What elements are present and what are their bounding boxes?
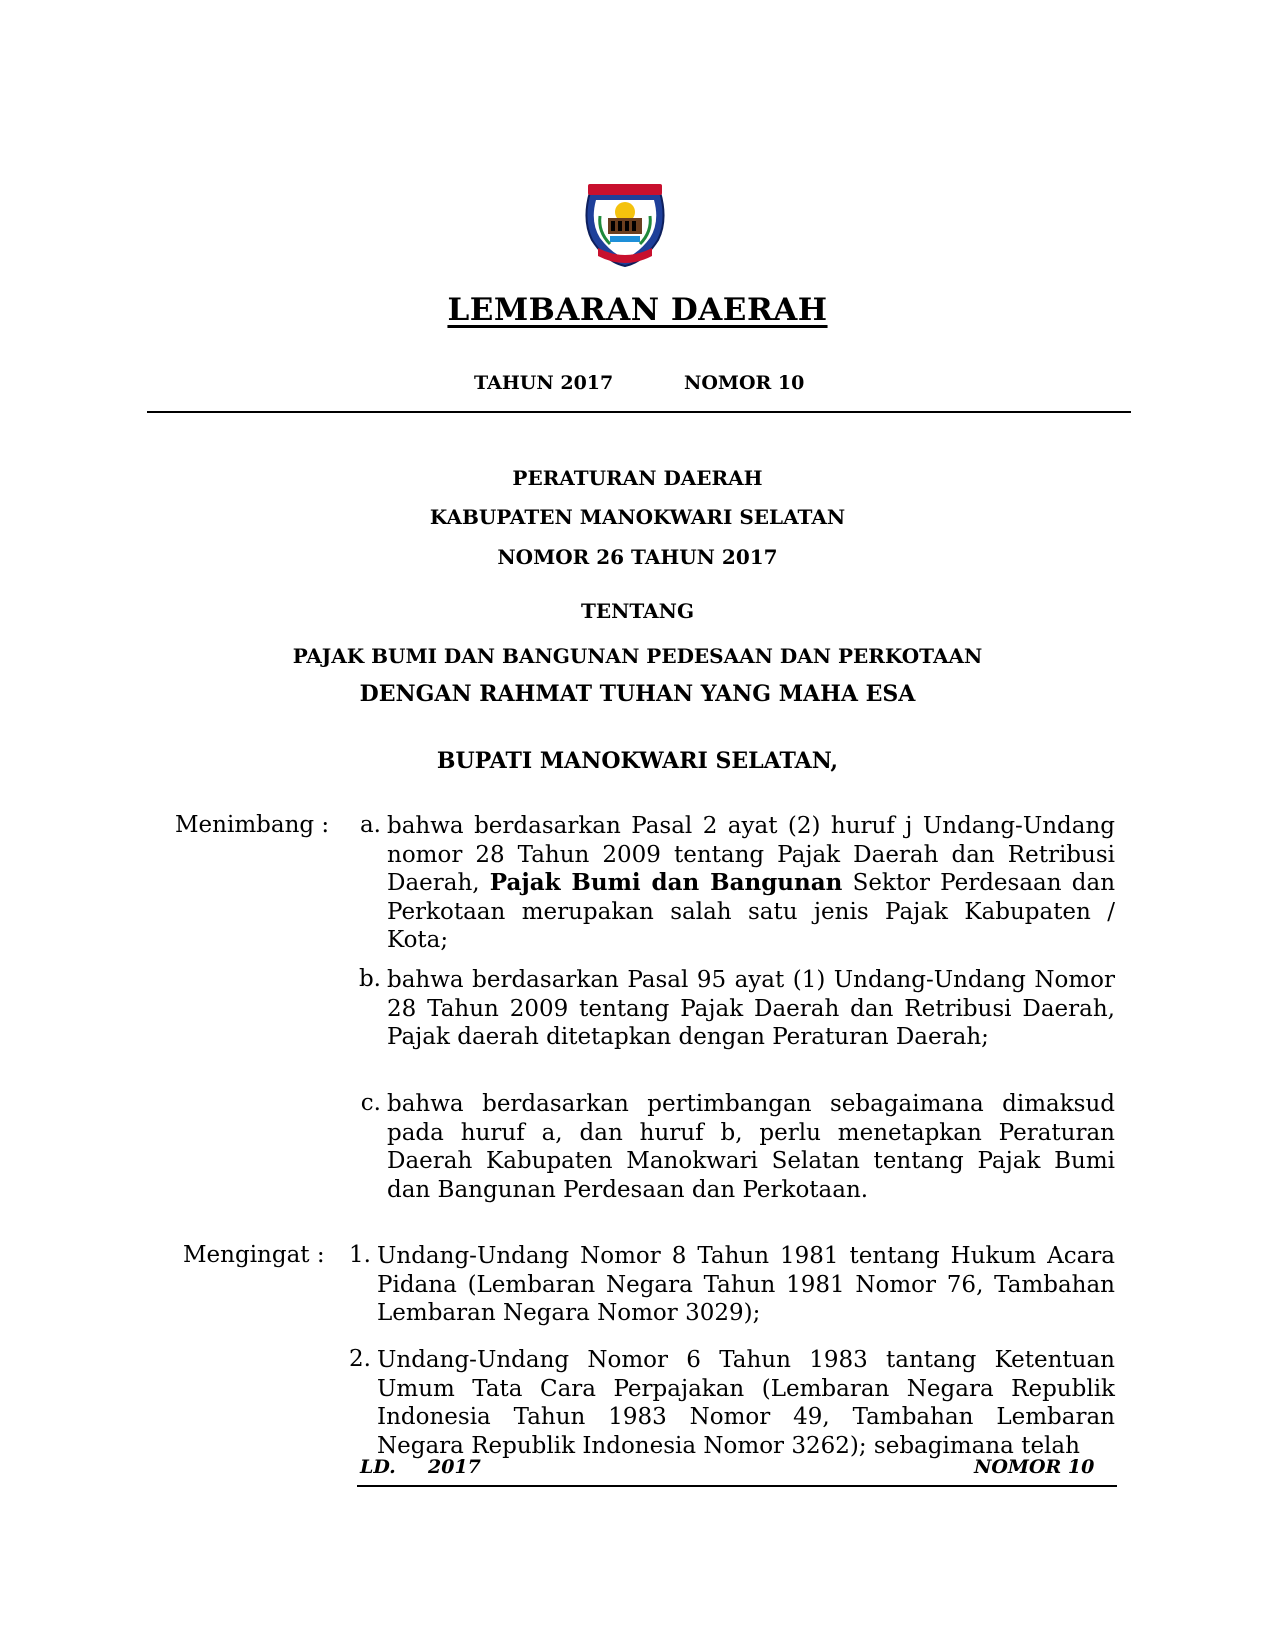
footer-ld: LD. [360, 1456, 396, 1478]
item-marker: c. [360, 1090, 381, 1116]
menimbang-item-b: bahwa berdasarkan Pasal 95 ayat (1) Undang-Undang Nomor 28 Tahun 2009 tentang Pajak Daerah dan Retribusi Daerah, Pajak daerah ditetapkan dengan Peraturan Daerah; [387, 967, 1115, 1050]
footer-year: 2017 [428, 1456, 481, 1478]
item-marker: 2. [349, 1346, 371, 1372]
document-title: LEMBARAN DAERAH [447, 292, 828, 328]
menimbang-item-c: bahwa berdasarkan pertimbangan sebagaimana dimaksud pada huruf a, dan huruf b, perlu menetapkan Peraturan Daerah Kabupaten Manokwari Selatan tentang Pajak Bumi dan Bangunan Perdesaan dan Perkotaan. [387, 1091, 1115, 1203]
heading-regent: BUPATI MANOKWARI SELATAN, [436, 748, 839, 774]
gazette-number: NOMOR 10 [684, 372, 805, 394]
heading-blessing: DENGAN RAHMAT TUHAN YANG MAHA ESA [359, 681, 916, 707]
regency-emblem-icon [580, 182, 670, 268]
heading-tentang: TENTANG [580, 599, 695, 623]
footer-number: NOMOR 10 [974, 1456, 1095, 1478]
gazette-year: TAHUN 2017 [474, 372, 614, 394]
item-marker: b. [358, 966, 381, 992]
bold-phrase: Pajak Bumi dan Bangunan [489, 869, 843, 896]
mengingat-label: Mengingat : [183, 1242, 325, 1268]
footer-divider [357, 1485, 1117, 1487]
mengingat-item-2: Undang-Undang Nomor 6 Tahun 1983 tantang Ketentuan Umum Tata Cara Perpajakan (Lembaran Negara Republik Indonesia Tahun 1983 Nomor 49, Tambahan Lembaran Negara Republik Indonesia Nomor 3262); sebagimana telah [377, 1347, 1115, 1459]
heading-regulation: PERATURAN DAERAH [512, 466, 763, 490]
menimbang-label: Menimbang : [175, 812, 330, 838]
item-marker: 1. [349, 1242, 371, 1268]
menimbang-item-a: bahwa berdasarkan Pasal 2 ayat (2) huruf j Undang-Undang nomor 28 Tahun 2009 tentang Pajak Daerah dan Retribusi Daerah, Pajak Bumi dan Bangunan Sektor Perdesaan dan Perkotaan merupakan salah satu jenis Pajak Kabupaten / Kota; [387, 813, 1116, 953]
mengingat-item-1: Undang-Undang Nomor 8 Tahun 1981 tentang Hukum Acara Pidana (Lembaran Negara Tahun 1981 Nomor 76, Tambahan Lembaran Negara Nomor 3029); [377, 1243, 1115, 1326]
heading-number: NOMOR 26 TAHUN 2017 [497, 545, 778, 569]
item-marker: a. [359, 812, 381, 838]
heading-regency: KABUPATEN MANOKWARI SELATAN [429, 505, 846, 529]
top-divider [147, 411, 1131, 413]
heading-subject: PAJAK BUMI DAN BANGUNAN PEDESAAN DAN PERKOTAAN [292, 644, 983, 668]
